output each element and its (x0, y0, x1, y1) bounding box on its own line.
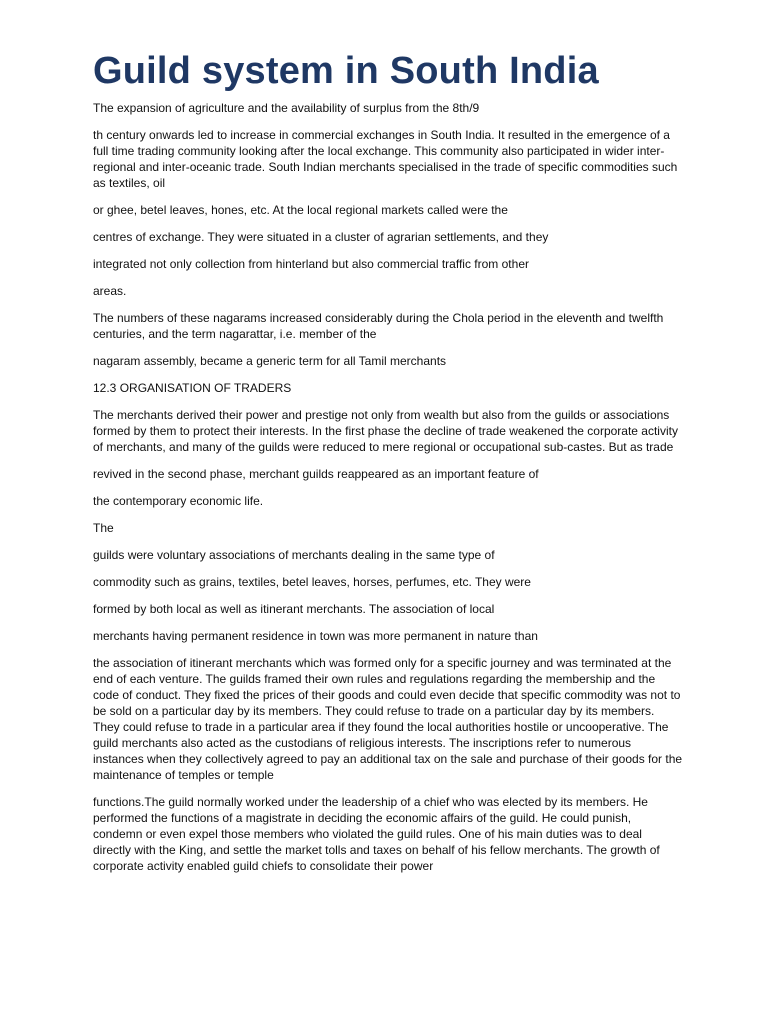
paragraph-2: th century onwards led to increase in commercial exchanges in South India. It resulted in the emergence of a full time trading community looking after the local exchange. This community also participated in wider inter-regional and inter-oceanic trade. South Indian merchants specialised in the trade of specific commodities such as textiles, oil (93, 128, 678, 190)
paragraph-6: areas. (93, 284, 127, 298)
paragraph-3: or ghee, betel leaves, hones, etc. At the local regional markets called were the (93, 203, 508, 217)
paragraph-15: commodity such as grains, textiles, betel leaves, horses, perfumes, etc. They were (93, 575, 531, 589)
paragraph-17: merchants having permanent residence in town was more permanent in nature than (93, 629, 538, 643)
paragraph-16: formed by both local as well as itinerant merchants. The association of local (93, 602, 495, 616)
paragraph-14: guilds were voluntary associations of merchants dealing in the same type of (93, 548, 495, 562)
paragraph-1: The expansion of agriculture and the availability of surplus from the 8th/9 (93, 101, 480, 115)
paragraph-19: functions.The guild normally worked under the leadership of a chief who was elected by its members. He performed the functions of a magistrate in deciding the economic affairs of the guild. He could punish, condemn or even expel those members who violated the guild rules. One of his main duties was to deal directly with the King, and settle the market tolls and taxes on behalf of his fellow merchants. The growth of corporate activity enabled guild chiefs to consolidate their power (93, 795, 660, 873)
section-heading: 12.3 ORGANISATION OF TRADERS (93, 381, 292, 395)
page-title: Guild system in South India (93, 50, 599, 92)
paragraph-18: the association of itinerant merchants which was formed only for a specific journey and was terminated at the end of each venture. The guilds framed their own rules and regulations regarding the membership and the code of conduct. They fixed the prices of their goods and could even decide that specific commodity was not to be sold on a particular day by its members. They could refuse to trade on a particular day by its members. They could refuse to trade in a particular area if they found the local authorities hostile or uncooperative. The guild merchants also acted as the custodians of religious interests. The inscriptions refer to numerous instances when they collectively agreed to pay an additional tax on the sale and purchase of their goods for the maintenance of temples or temple (93, 656, 683, 782)
paragraph-10: The merchants derived their power and prestige not only from wealth but also from the guilds or associations formed by them to protect their interests. In the first phase the decline of trade weakened the corporate activity of merchants, and many of the guilds were reduced to mere regional or occupational sub-castes. But as trade (93, 408, 678, 454)
paragraph-12: the contemporary economic life. (93, 494, 264, 508)
paragraph-5: integrated not only collection from hinterland but also commercial traffic from other (93, 257, 529, 271)
paragraph-7: The numbers of these nagarams increased considerably during the Chola period in the eleventh and twelfth centuries, and the term nagarattar, i.e. member of the (93, 311, 664, 341)
paragraph-8: nagaram assembly, became a generic term for all Tamil merchants (93, 354, 447, 368)
paragraph-4: centres of exchange. They were situated in a cluster of agrarian settlements, and they (93, 230, 549, 244)
document-page (93, 46, 683, 885)
paragraph-11: revived in the second phase, merchant guilds reappeared as an important feature of (93, 467, 539, 481)
paragraph-13: The (93, 521, 114, 535)
